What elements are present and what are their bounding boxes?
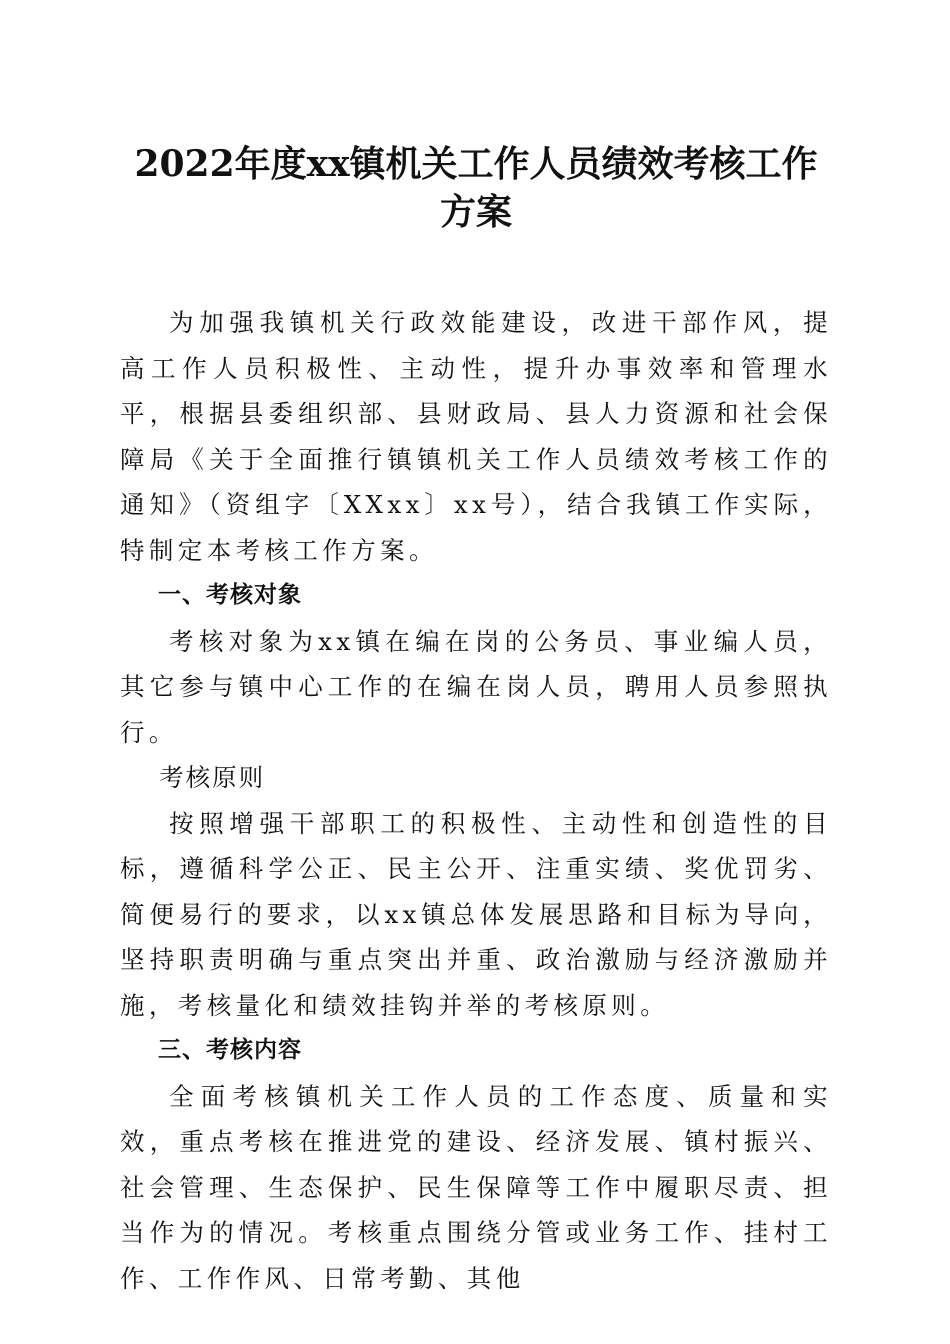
section-heading-principles: 考核原则: [159, 763, 266, 792]
document-title: 2022年度xx镇机关工作人员绩效考核工作方案: [134, 143, 818, 233]
section-body-content: 全面考核镇机关工作人员的工作态度、质量和实效，重点考核在推进党的建设、经济发展、镇村振兴、社会管理、生态保护、民生保障等工作中履职尽责、担当作为的情况。考核重点围绕分管或业务工作、挂村工作、工作作风、日常考勤、其他: [120, 1081, 832, 1293]
section-heading-content: 三、考核内容: [157, 1037, 302, 1063]
section-heading-targets: 一、考核对象: [157, 582, 302, 608]
document-body: [120, 140, 832, 1301]
section-body-targets: 考核对象为xx镇在编在岗的公务员、事业编人员，其它参与镇中心工作的在编在岗人员，聘用人员参照执行。: [120, 626, 832, 747]
section-body-principles: 按照增强干部职工的积极性、主动性和创造性的目标，遵循科学公正、民主公开、注重实绩、奖优罚劣、简便易行的要求，以xx镇总体发展思路和目标为导向，坚持职责明确与重点突出并重、政治激励与经济激励并施，考核量化和绩效挂钩并举的考核原则。: [120, 808, 832, 1020]
intro-paragraph: 为加强我镇机关行政效能建设，改进干部作风，提高工作人员积极性、主动性，提升办事效率和管理水平，根据县委组织部、县财政局、县人力资源和社会保障局《关于全面推行镇镇机关工作人员绩效考核工作的通知》（资组字〔XXxx〕xx号），结合我镇工作实际，特制定本考核工作方案。: [120, 308, 832, 565]
